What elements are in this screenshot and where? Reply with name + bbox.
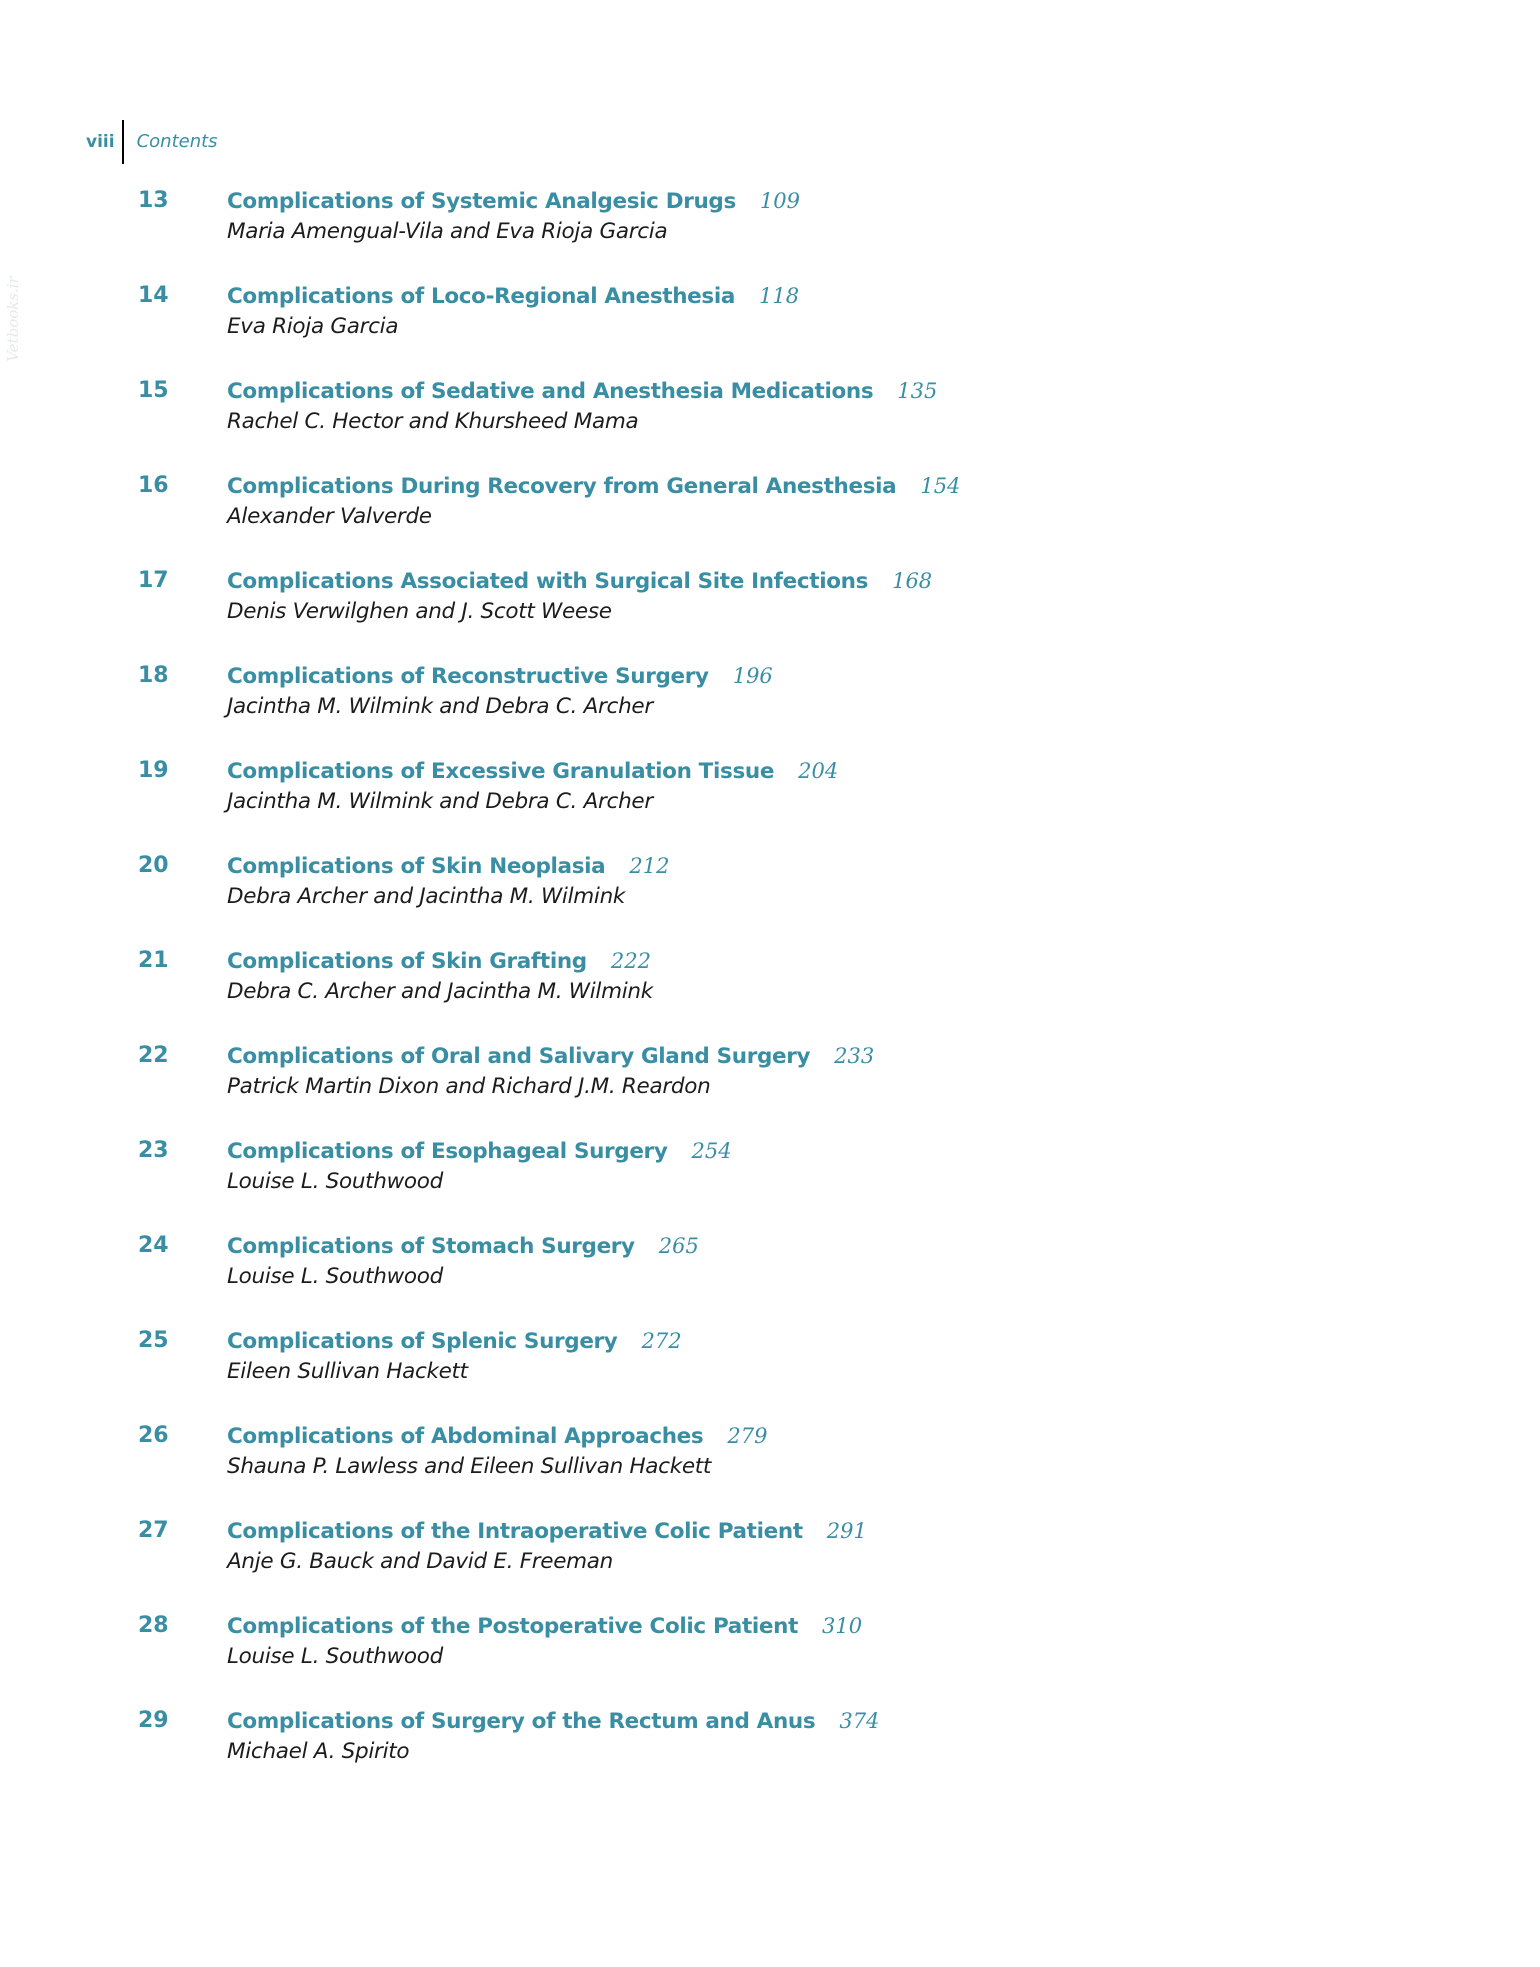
chapter-authors: Louise L. Southwood	[227, 1264, 443, 1289]
toc-entry	[0, 1041, 1540, 1121]
chapter-authors: Jacintha M. Wilmink and Debra C. Archer	[227, 789, 653, 814]
chapter-title-link[interactable]: Complications of Stomach Surgery	[227, 1234, 635, 1259]
chapter-title-line[interactable]	[227, 1516, 867, 1549]
chapter-authors: Debra Archer and Jacintha M. Wilmink	[227, 884, 626, 909]
chapter-page-number[interactable]: 118	[759, 284, 800, 308]
page-folio: viii	[86, 132, 115, 152]
chapter-title-link[interactable]: Complications of Reconstructive Surgery	[227, 664, 709, 689]
chapter-title-link[interactable]: Complications of Surgery of the Rectum and Anus	[227, 1709, 816, 1734]
running-title: Contents	[136, 131, 218, 152]
chapter-number: 22	[138, 1043, 169, 1068]
chapter-title-link[interactable]: Complications of Oral and Salivary Gland Surgery	[227, 1044, 811, 1069]
chapter-page-number[interactable]: 212	[629, 854, 670, 878]
chapter-title-link[interactable]: Complications of Excessive Granulation Tissue	[227, 759, 775, 784]
running-head	[86, 120, 218, 164]
toc-entry	[0, 471, 1540, 551]
chapter-page-number[interactable]: 196	[732, 664, 773, 688]
chapter-page-number[interactable]: 254	[691, 1139, 732, 1163]
chapter-page-number[interactable]: 154	[920, 474, 961, 498]
toc-entry	[0, 756, 1540, 836]
chapter-title-link[interactable]: Complications of Loco-Regional Anesthesia	[227, 284, 736, 309]
chapter-number: 25	[138, 1328, 169, 1353]
chapter-number: 21	[138, 948, 169, 973]
chapter-title-line[interactable]	[227, 566, 932, 599]
chapter-page-number[interactable]: 168	[892, 569, 933, 593]
chapter-title-line[interactable]	[227, 471, 960, 504]
toc-entry	[0, 1611, 1540, 1691]
chapter-authors: Eileen Sullivan Hackett	[227, 1359, 468, 1384]
chapter-number: 29	[138, 1708, 169, 1733]
chapter-number: 15	[138, 378, 169, 403]
chapter-title-line[interactable]	[227, 281, 799, 314]
chapter-page-number[interactable]: 135	[897, 379, 938, 403]
chapter-number: 20	[138, 853, 169, 878]
chapter-title-link[interactable]: Complications of Sedative and Anesthesia Medications	[227, 379, 874, 404]
toc-entry	[0, 1136, 1540, 1216]
watermark: Vetbooks.ir	[3, 276, 22, 362]
chapter-number: 24	[138, 1233, 169, 1258]
toc-entry	[0, 566, 1540, 646]
toc-entry	[0, 376, 1540, 456]
toc-entry	[0, 946, 1540, 1026]
chapter-title-line[interactable]	[227, 851, 669, 884]
chapter-title-link[interactable]: Complications of the Postoperative Colic Patient	[227, 1614, 799, 1639]
chapter-authors: Jacintha M. Wilmink and Debra C. Archer	[227, 694, 653, 719]
chapter-number: 16	[138, 473, 169, 498]
chapter-title-link[interactable]: Complications of Skin Grafting	[227, 949, 587, 974]
chapter-title-line[interactable]	[227, 661, 773, 694]
chapter-title-line[interactable]	[227, 1706, 879, 1739]
chapter-authors: Eva Rioja Garcia	[227, 314, 399, 339]
chapter-authors: Louise L. Southwood	[227, 1169, 443, 1194]
chapter-page-number[interactable]: 291	[826, 1519, 867, 1543]
chapter-number: 23	[138, 1138, 169, 1163]
chapter-page-number[interactable]: 265	[658, 1234, 699, 1258]
chapter-authors: Denis Verwilghen and J. Scott Weese	[227, 599, 612, 624]
chapter-page-number[interactable]: 374	[839, 1709, 880, 1733]
toc-entry	[0, 281, 1540, 361]
toc-entry	[0, 186, 1540, 266]
chapter-authors: Anje G. Bauck and David E. Freeman	[227, 1549, 614, 1574]
chapter-number: 19	[138, 758, 169, 783]
chapter-page-number[interactable]: 109	[759, 189, 800, 213]
chapter-title-line[interactable]	[227, 1421, 767, 1454]
chapter-authors: Rachel C. Hector and Khursheed Mama	[227, 409, 639, 434]
chapter-page-number[interactable]: 272	[641, 1329, 682, 1353]
chapter-authors: Maria Amengual-Vila and Eva Rioja Garcia	[227, 219, 668, 244]
chapter-page-number[interactable]: 310	[822, 1614, 863, 1638]
chapter-page-number[interactable]: 204	[798, 759, 839, 783]
chapter-title-link[interactable]: Complications of Splenic Surgery	[227, 1329, 618, 1354]
chapter-title-link[interactable]: Complications During Recovery from General Anesthesia	[227, 474, 897, 499]
chapter-number: 28	[138, 1613, 169, 1638]
chapter-title-line[interactable]	[227, 946, 651, 979]
chapter-title-link[interactable]: Complications of Abdominal Approaches	[227, 1424, 704, 1449]
chapter-number: 26	[138, 1423, 169, 1448]
chapter-title-link[interactable]: Complications Associated with Surgical Site Infections	[227, 569, 869, 594]
chapter-page-number[interactable]: 233	[834, 1044, 875, 1068]
chapter-title-line[interactable]	[227, 1326, 682, 1359]
chapter-title-line[interactable]	[227, 1231, 699, 1264]
toc-entry	[0, 1706, 1540, 1786]
chapter-title-link[interactable]: Complications of Systemic Analgesic Drugs	[227, 189, 736, 214]
chapter-page-number[interactable]: 279	[727, 1424, 768, 1448]
chapter-authors: Louise L. Southwood	[227, 1644, 443, 1669]
toc-entry	[0, 661, 1540, 741]
chapter-title-line[interactable]	[227, 756, 838, 789]
chapter-authors: Shauna P. Lawless and Eileen Sullivan Hackett	[227, 1454, 712, 1479]
chapter-number: 14	[138, 283, 169, 308]
toc-entry	[0, 1421, 1540, 1501]
chapter-title-line[interactable]	[227, 1041, 874, 1074]
chapter-authors: Debra C. Archer and Jacintha M. Wilmink	[227, 979, 653, 1004]
toc-entry	[0, 1326, 1540, 1406]
toc-entry	[0, 851, 1540, 931]
chapter-number: 18	[138, 663, 169, 688]
chapter-page-number[interactable]: 222	[610, 949, 651, 973]
chapter-title-line[interactable]	[227, 376, 937, 409]
chapter-title-line[interactable]	[227, 1136, 732, 1169]
chapter-number: 17	[138, 568, 169, 593]
chapter-authors: Patrick Martin Dixon and Richard J.M. Reardon	[227, 1074, 711, 1099]
chapter-title-line[interactable]	[227, 186, 800, 219]
chapter-title-link[interactable]: Complications of Esophageal Surgery	[227, 1139, 668, 1164]
toc-entry	[0, 1516, 1540, 1596]
chapter-authors: Michael A. Spirito	[227, 1739, 410, 1764]
chapter-title-link[interactable]: Complications of Skin Neoplasia	[227, 854, 606, 879]
toc-entry	[0, 1231, 1540, 1311]
chapter-title-line[interactable]	[227, 1611, 862, 1644]
chapter-title-link[interactable]: Complications of the Intraoperative Colic Patient	[227, 1519, 803, 1544]
chapter-authors: Alexander Valverde	[227, 504, 432, 529]
chapter-number: 13	[138, 188, 169, 213]
chapter-number: 27	[138, 1518, 169, 1543]
